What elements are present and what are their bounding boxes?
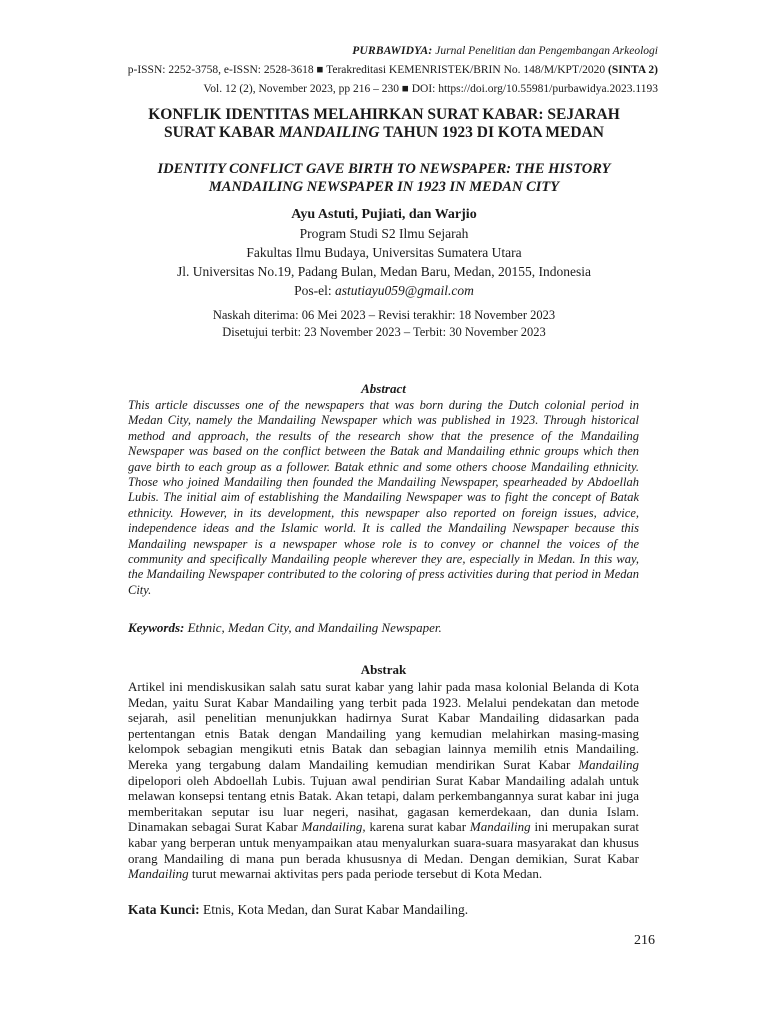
author-names: Ayu Astuti, Pujiati, dan Warjio <box>291 207 477 222</box>
submission-dates <box>100 307 668 341</box>
journal-header <box>128 42 658 99</box>
indonesian-title <box>100 106 668 142</box>
kata-kunci-label: Kata Kunci: <box>128 902 200 917</box>
kata-kunci-text: Etnis, Kota Medan, dan Surat Kabar Mandailing. <box>199 902 469 917</box>
abstrak-italic: Mandailing <box>469 819 531 835</box>
issn-line <box>128 61 658 80</box>
journal-subtitle: Jurnal Penelitian dan Pengembangan Arkeologi <box>435 45 658 57</box>
english-abstract <box>128 380 639 598</box>
volume-doi-line: Vol. 12 (2), November 2023, pp 216 – 230 ■ DOI: https://doi.org/10.55981/purbawidya.2023.1193 <box>203 83 658 95</box>
keywords-text: Ethnic, Medan City, and Mandailing Newspaper. <box>184 620 442 635</box>
issn-text: p-ISSN: 2252-3758, e-ISSN: 2528-3618 ■ Terakreditasi KEMENRISTEK/BRIN No. 148/M/KPT/2020 <box>127 64 606 76</box>
abstrak-segment: dipelopori oleh Abdoellah Lubis. Tujuan awal pendirian Surat Kabar Mandailing adalah untuk melawan konsepsi tentang etnis Batak. Akan tetapi, dalam perkembangannya surat kabar ini juga memberitakan seputar isu luar negeri, nasihat, gagasan kemerdekaan, dan dunia Islam. Dinamakan sebagai Surat Kabar <box>128 772 639 835</box>
abstrak-italic: Mandailing <box>578 756 639 772</box>
keywords-label: Keywords: <box>128 620 185 635</box>
abstrak-italic: Mandailing, <box>301 819 366 835</box>
english-title-line2: MANDAILING NEWSPAPER IN 1923 IN MEDAN CITY <box>208 179 560 195</box>
indonesian-title-italic: MANDAILING <box>278 124 380 141</box>
abstrak-segment: karena surat kabar <box>365 819 470 835</box>
author-program: Program Studi S2 Ilmu Sejarah <box>299 226 469 241</box>
author-email-link[interactable]: astutiayu059@gmail.com <box>335 283 474 298</box>
abstract-text: This article discusses one of the newspapers that was born during the Dutch colonial period in Medan City, namely the Mandailing Newspaper which was published in 1923. Through historical method and approach, the results of the research show that the presence of the Mandailing Newspaper was based on the conflict between the Batak and Mandailing ethnic groups which then gave birth to each group as a follower. Batak ethnic and some others choose Mandailing ethnicity. Those who joined Mandailing then founded the Mandailing Newspaper, spearheaded by Abdoellah Lubis. The initial aim of establishing the Mandailing Newspaper was to fight the concept of Batak ethnicity. However, in its development, this newspaper also reported on foreign issues, advice, independence ideas and the Islamic world. It is called the Mandailing Newspaper because this Mandailing newspaper is a newspaper whose role is to convey or channel the voices of the community and specifically Mandailing people wherever they are, especially in Medan. In this way, the Mandailing Newspaper contributed to the coloring of press activities during that period in Medan City. <box>128 398 639 597</box>
english-title-line1: IDENTITY CONFLICT GAVE BIRTH TO NEWSPAPER: THE HISTORY <box>157 161 611 177</box>
kata-kunci <box>128 901 639 919</box>
keywords <box>128 619 639 637</box>
abstrak-segment: ini merupakan surat kabar yang berperan untuk menyampaikan atau menyalurkan suara-suara masyarakat dan khusus orang Mandailing di mana pun berada khususnya di Medan. Dengan demikian, Surat Kabar <box>128 819 640 866</box>
sinta-badge: (SINTA 2) <box>608 64 658 76</box>
dates-line2: Disetujui terbit: 23 November 2023 – Terbit: 30 November 2023 <box>222 325 546 339</box>
journal-title-line <box>128 42 658 61</box>
journal-name: PURBAWIDYA: <box>352 45 433 57</box>
abstrak-text <box>128 679 639 882</box>
indonesian-title-line2b: TAHUN 1923 DI KOTA MEDAN <box>379 124 604 141</box>
abstract-heading: Abstract <box>361 381 406 396</box>
abstrak-italic: Mandailing <box>128 866 189 882</box>
author-address: Jl. Universitas No.19, Padang Bulan, Medan Baru, Medan, 20155, Indonesia <box>177 264 591 279</box>
indonesian-title-line2a: SURAT KABAR <box>164 124 279 141</box>
author-faculty: Fakultas Ilmu Budaya, Universitas Sumatera Utara <box>246 245 522 260</box>
abstrak-segment: Artikel ini mendiskusikan salah satu surat kabar yang lahir pada masa kolonial Belanda di Kota Medan, yaitu Surat Kabar Mandailing yang terbit pada 1923. Melalui pendekatan dan metode sejarah, asil penelitian menunjukkan hadirnya Surat Kabar Mandailing didasarkan pada pertentangan etnis Batak dengan Mandailing yang kemudian melahirkan masing-masing kelompok sebagian mengikuti etnis Batak dan sebagian lainnya memilih etnis Mandailing. Mereka yang tergabung dalam Mandailing kemudian mendirikan Surat Kabar <box>128 679 639 772</box>
title-block <box>100 106 668 196</box>
indonesian-abstract <box>128 661 639 882</box>
abstrak-heading: Abstrak <box>360 662 407 677</box>
author-email-line <box>100 281 668 300</box>
abstrak-segment: turut mewarnai aktivitas pers pada periode tersebut di Kota Medan. <box>188 866 543 882</box>
page-number: 216 <box>634 933 655 948</box>
author-block <box>100 205 668 300</box>
dates-line1: Naskah diterima: 06 Mei 2023 – Revisi terakhir: 18 November 2023 <box>212 308 556 322</box>
indonesian-title-line1: KONFLIK IDENTITAS MELAHIRKAN SURAT KABAR: SEJARAH <box>148 106 620 123</box>
english-title <box>100 160 668 196</box>
email-label: Pos-el: <box>294 283 336 298</box>
